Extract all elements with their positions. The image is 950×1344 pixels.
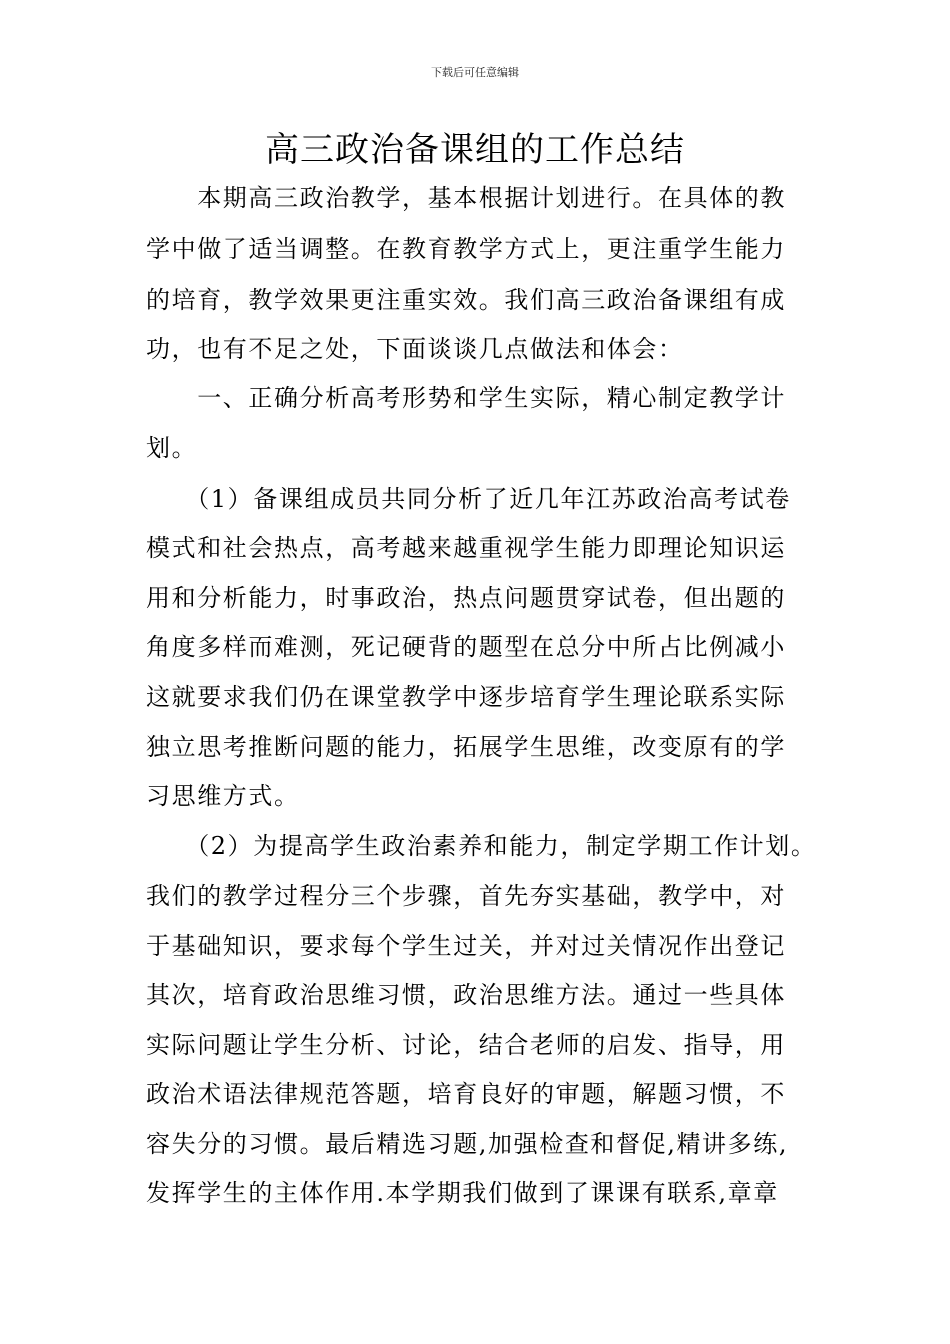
body-line: 发挥学生的主体作用.本学期我们做到了课课有联系,章章 [146,1179,779,1207]
body-line: 角度多样而难测，死记硬背的题型在总分中所占比例减小 [146,633,786,661]
body-line: 习思维方式。 [146,782,300,810]
body-line: 用和分析能力，时事政治，热点问题贯穿试卷，但出题的 [146,584,786,612]
body-line: 我们的教学过程分三个步骤，首先夯实基础，教学中，对 [146,882,786,910]
body-line: 一、正确分析高考形势和学生实际，精心制定教学计 [146,384,786,412]
body-line: 学中做了适当调整。在教育教学方式上，更注重学生能力 [146,235,786,263]
body-line: 其次，培育政治思维习惯，政治思维方法。通过一些具体 [146,981,786,1009]
document-title: 高三政治备课组的工作总结 [265,130,685,170]
body-line: 功，也有不足之处，下面谈谈几点做法和体会： [146,335,684,363]
header-note: 下载后可任意编辑 [431,66,519,79]
body-line: 于基础知识，要求每个学生过关，并对过关情况作出登记 [146,932,786,960]
body-line: （2）为提高学生政治素养和能力，制定学期工作计划。 [146,832,817,860]
body-line: 这就要求我们仍在课堂教学中逐步培育学生理论联系实际 [146,683,786,711]
body-line: 模式和社会热点，高考越来越重视学生能力即理论知识运 [146,534,786,562]
body-line: 实际问题让学生分析、讨论，结合老师的启发、指导，用 [146,1031,786,1059]
body-line: 划。 [146,434,198,462]
body-line: 的培育，教学效果更注重实效。我们高三政治备课组有成 [146,286,786,314]
body-line: 本期高三政治教学，基本根据计划进行。在具体的教 [146,184,786,212]
body-line: 容失分的习惯。最后精选习题,加强检查和督促,精讲多练, [146,1130,789,1158]
body-line: 政治术语法律规范答题，培育良好的审题，解题习惯，不 [146,1080,786,1108]
body-line: 独立思考推断问题的能力，拓展学生思维，改变原有的学 [146,733,786,761]
body-line: （1）备课组成员共同分析了近几年江苏政治高考试卷 [146,485,791,513]
